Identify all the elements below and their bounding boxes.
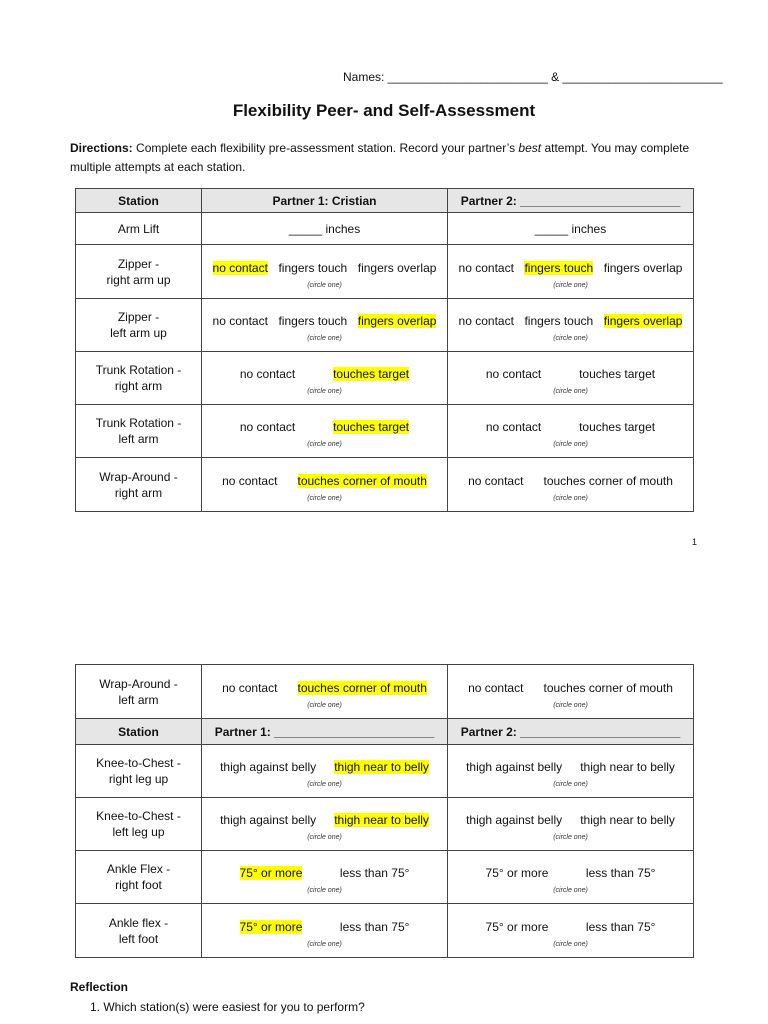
answer-option[interactable]: touches corner of mouth — [543, 473, 673, 488]
directions-label: Directions: — [70, 141, 133, 155]
circle-one-note: (circle one) — [307, 281, 342, 289]
partner-2-result — [448, 851, 694, 904]
partner-1-result — [202, 213, 448, 245]
station-name — [76, 299, 202, 352]
station-name — [76, 851, 202, 904]
station-name — [76, 904, 202, 958]
answer-option[interactable]: less than 75° — [585, 919, 656, 934]
directions-emphasis: best — [518, 141, 542, 155]
answer-option[interactable]: thigh against belly — [466, 813, 563, 827]
answer-option[interactable]: touches corner of mouth — [543, 680, 673, 695]
answer-options — [448, 805, 693, 833]
circle-one-note: (circle one) — [307, 940, 342, 948]
answer-option[interactable]: touches target — [579, 367, 656, 381]
partner-2-column-header: Partner 2: ________________________ — [448, 189, 694, 213]
station-name — [76, 405, 202, 458]
station-column-header: Station — [76, 719, 202, 745]
station-name-line: Arm Lift — [117, 221, 160, 236]
circle-one-note: (circle one) — [553, 335, 588, 342]
selected-option[interactable]: 75° or more — [239, 919, 303, 934]
table-row — [76, 745, 694, 798]
answer-option[interactable]: no contact — [212, 314, 268, 328]
circle-one-note: (circle one) — [307, 335, 342, 342]
answer-options — [448, 216, 693, 242]
partner-1-result — [202, 352, 448, 405]
page-title: Flexibility Peer- and Self-Assessment — [232, 101, 536, 120]
station-name-line: right foot — [115, 878, 162, 892]
reflection-question-1: 1. Which station(s) were easiest for you to perform? — [90, 1000, 365, 1014]
station-column-header: Station — [76, 189, 202, 213]
station-name — [76, 352, 202, 405]
assessment-table-1 — [75, 188, 694, 512]
circle-one-note: (circle one) — [553, 388, 588, 395]
station-name-line: left leg up — [112, 825, 165, 839]
circle-one-note: (circle one) — [307, 887, 342, 894]
assessment-table-2 — [75, 664, 694, 958]
partner-1-column-header: Partner 1: ________________________ — [202, 719, 448, 745]
answer-options — [448, 306, 693, 334]
circle-one-note: (circle one) — [307, 834, 342, 841]
circle-one-note: (circle one) — [553, 281, 588, 289]
table-row — [76, 851, 694, 904]
answer-option[interactable]: thigh against belly — [466, 760, 563, 774]
answer-option[interactable]: no contact — [239, 420, 296, 434]
partner-2-result — [448, 665, 694, 719]
page-number: 1 — [692, 537, 698, 547]
answer-options — [202, 359, 447, 387]
circle-one-note: (circle one) — [553, 701, 588, 709]
circle-one-note: (circle one) — [307, 388, 342, 395]
circle-one-note: (circle one) — [553, 441, 588, 448]
station-name-line: right arm — [114, 485, 163, 500]
station-name-line: Knee-to-Chest - — [96, 809, 181, 823]
answer-option[interactable]: fingers overlap — [603, 260, 683, 275]
station-name — [76, 665, 202, 719]
answer-option[interactable]: 75° or more — [485, 919, 549, 934]
partner-1-result — [202, 745, 448, 798]
station-name-line: left arm up — [110, 326, 167, 340]
selected-option[interactable]: fingers overlap — [357, 314, 437, 328]
answer-option[interactable]: touches target — [579, 420, 656, 434]
table-row — [76, 458, 694, 512]
answer-option[interactable]: no contact — [458, 260, 514, 275]
station-name-line: Ankle Flex - — [106, 862, 171, 876]
table-row — [76, 352, 694, 405]
answer-option[interactable]: no contact — [485, 420, 542, 434]
partner-2-result — [448, 798, 694, 851]
answer-options — [448, 858, 693, 886]
answer-options — [202, 673, 447, 701]
circle-one-note: (circle one) — [307, 441, 342, 448]
table-row — [76, 213, 694, 245]
answer-options — [202, 752, 447, 780]
station-name — [76, 798, 202, 851]
station-name — [76, 245, 202, 299]
answer-options — [202, 805, 447, 833]
partner-2-result — [448, 245, 694, 299]
circle-one-note: (circle one) — [553, 781, 588, 788]
table-row — [76, 405, 694, 458]
partner-2-result — [448, 352, 694, 405]
selected-option[interactable]: touches target — [333, 420, 410, 434]
station-name — [76, 745, 202, 798]
station-name — [76, 213, 202, 245]
station-name-line: Wrap-Around - — [99, 469, 178, 484]
partner-1-column-header: Partner 1: Cristian — [202, 189, 448, 213]
answer-option[interactable]: fingers touch — [278, 260, 348, 275]
names-line: Names: ________________________ & ________________________ — [343, 70, 723, 84]
table-row — [76, 904, 694, 958]
answer-option[interactable]: thigh against belly — [220, 813, 317, 827]
station-name-line: left arm — [118, 432, 159, 446]
answer-option[interactable]: no contact — [458, 314, 514, 328]
directions-text-2: attempt. You may complete multiple attempts at each station. — [70, 141, 690, 174]
table-row — [76, 299, 694, 352]
answer-option[interactable]: less than 75° — [339, 866, 410, 880]
answer-option[interactable]: _____ inches — [534, 221, 607, 236]
answer-options — [448, 912, 693, 940]
answer-options — [448, 412, 693, 440]
selected-option[interactable]: touches corner of mouth — [297, 473, 427, 488]
circle-one-note: (circle one) — [307, 494, 342, 502]
station-name-line: Trunk Rotation - — [95, 416, 182, 430]
station-name-line: right leg up — [108, 772, 169, 786]
station-name-line: Zipper - — [117, 310, 160, 324]
circle-one-note: (circle one) — [553, 940, 588, 948]
partner-1-result — [202, 405, 448, 458]
partner-2-result — [448, 745, 694, 798]
selected-option[interactable]: fingers touch — [524, 260, 594, 275]
station-name-line: left foot — [118, 931, 159, 946]
answer-options — [448, 752, 693, 780]
partner-2-column-header: Partner 2: ________________________ — [448, 719, 694, 745]
answer-option[interactable]: no contact — [468, 473, 524, 488]
answer-options — [448, 466, 693, 494]
answer-option[interactable]: thigh near to belly — [580, 760, 675, 774]
answer-option[interactable]: fingers touch — [524, 314, 594, 328]
partner-1-result — [202, 798, 448, 851]
station-name-line: Wrap-Around - — [99, 676, 178, 691]
table-row — [76, 798, 694, 851]
answer-option[interactable]: no contact — [239, 367, 296, 381]
answer-options — [448, 359, 693, 387]
selected-option[interactable]: touches target — [333, 367, 410, 381]
directions-text-1: Complete each flexibility pre-assessment station. Record your partner’s — [132, 141, 519, 155]
partner-1-result — [202, 904, 448, 958]
table-header-row — [76, 189, 694, 213]
partner-2-result — [448, 904, 694, 958]
selected-option[interactable]: no contact — [212, 260, 268, 275]
station-name-line: Knee-to-Chest - — [96, 756, 181, 770]
table-row — [76, 665, 694, 719]
answer-options — [448, 253, 693, 281]
partner-1-result — [202, 458, 448, 512]
answer-options — [202, 306, 447, 334]
partner-2-result — [448, 458, 694, 512]
directions — [70, 139, 690, 177]
answer-option[interactable]: thigh near to belly — [580, 813, 675, 827]
selected-option[interactable]: thigh near to belly — [334, 760, 429, 774]
answer-options — [202, 466, 447, 494]
circle-one-note: (circle one) — [553, 834, 588, 841]
station-name-line: Ankle flex - — [108, 915, 169, 930]
station-name — [76, 458, 202, 512]
answer-option[interactable]: less than 75° — [585, 866, 656, 880]
answer-option[interactable]: no contact — [468, 680, 524, 695]
answer-option[interactable]: no contact — [222, 680, 278, 695]
partner-2-result — [448, 405, 694, 458]
circle-one-note: (circle one) — [307, 781, 342, 788]
answer-option[interactable]: 75° or more — [485, 866, 549, 880]
answer-option[interactable]: less than 75° — [339, 919, 410, 934]
station-name-line: right arm up — [106, 272, 171, 287]
station-name-line: Zipper - — [117, 256, 160, 271]
answer-options — [202, 216, 447, 242]
station-name-line: Trunk Rotation - — [95, 363, 182, 377]
station-name-line: left arm — [118, 692, 159, 707]
selected-option[interactable]: 75° or more — [239, 866, 303, 880]
partner-2-result — [448, 299, 694, 352]
answer-options — [202, 858, 447, 886]
circle-one-note: (circle one) — [553, 887, 588, 894]
answer-options — [202, 912, 447, 940]
partner-2-result — [448, 213, 694, 245]
partner-1-result — [202, 665, 448, 719]
table-row — [76, 245, 694, 299]
partner-1-result — [202, 299, 448, 352]
answer-option[interactable]: fingers overlap — [357, 260, 437, 275]
answer-option[interactable]: no contact — [222, 473, 278, 488]
answer-option[interactable]: no contact — [485, 367, 542, 381]
selected-option[interactable]: fingers overlap — [603, 314, 683, 328]
answer-option[interactable]: fingers touch — [278, 314, 348, 328]
circle-one-note: (circle one) — [307, 701, 342, 709]
reflection-heading: Reflection — [70, 980, 129, 994]
partner-1-result — [202, 851, 448, 904]
answer-options — [202, 253, 447, 281]
selected-option[interactable]: thigh near to belly — [334, 813, 429, 827]
station-name-line: right arm — [114, 379, 163, 393]
circle-one-note: (circle one) — [553, 494, 588, 502]
selected-option[interactable]: touches corner of mouth — [297, 680, 427, 695]
partner-1-result — [202, 245, 448, 299]
answer-option[interactable]: thigh against belly — [220, 760, 317, 774]
answer-options — [448, 673, 693, 701]
answer-options — [202, 412, 447, 440]
answer-option[interactable]: _____ inches — [288, 221, 361, 236]
table-header-row — [76, 719, 694, 745]
